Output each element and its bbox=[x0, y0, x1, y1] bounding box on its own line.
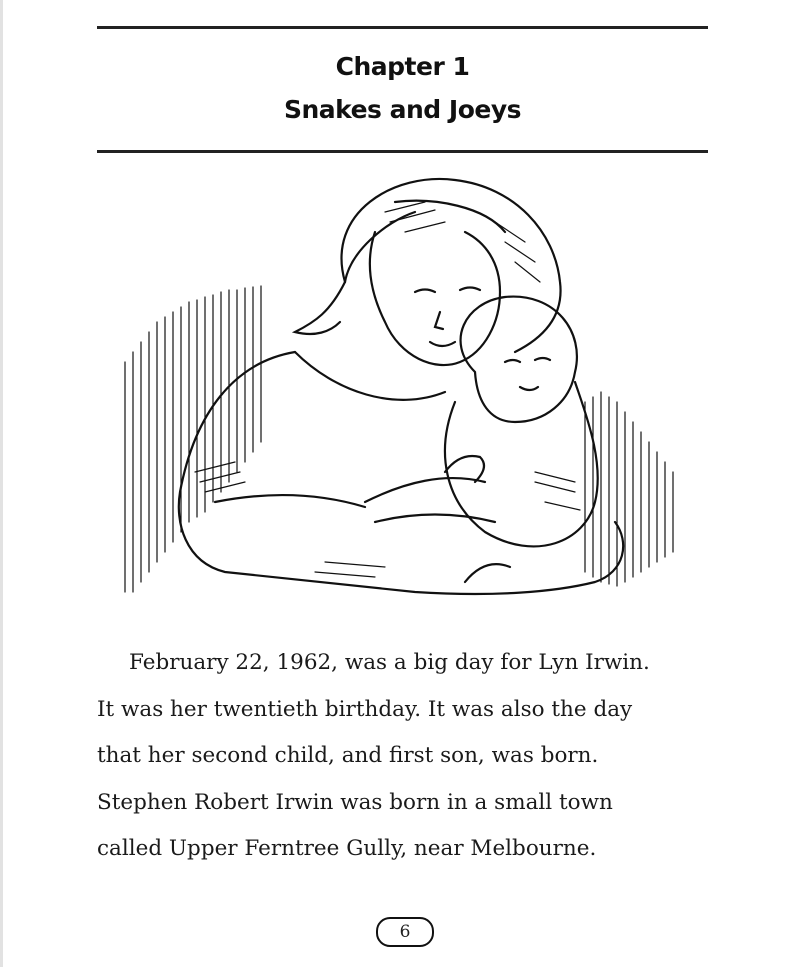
paragraph-line: It was her twentieth birthday. It was also the day bbox=[97, 696, 633, 722]
page-edge bbox=[0, 0, 3, 967]
chapter-title: Snakes and Joeys bbox=[283, 95, 522, 124]
paragraph-line: Stephen Robert Irwin was born in a small town bbox=[97, 789, 613, 815]
mother-and-baby-illustration bbox=[115, 172, 695, 612]
paragraph-line: February 22, 1962, was a big day for Lyn Irwin. bbox=[129, 650, 650, 675]
chapter-number: Chapter 1 bbox=[335, 52, 470, 81]
top-rule bbox=[97, 26, 708, 29]
bottom-rule bbox=[97, 150, 708, 153]
chapter-paragraph bbox=[97, 640, 717, 873]
paragraph-line: called Upper Ferntree Gully, near Melbourne. bbox=[97, 836, 597, 861]
page-number: 6 bbox=[376, 917, 434, 947]
paragraph-line: that her second child, and first son, was born. bbox=[97, 743, 599, 768]
